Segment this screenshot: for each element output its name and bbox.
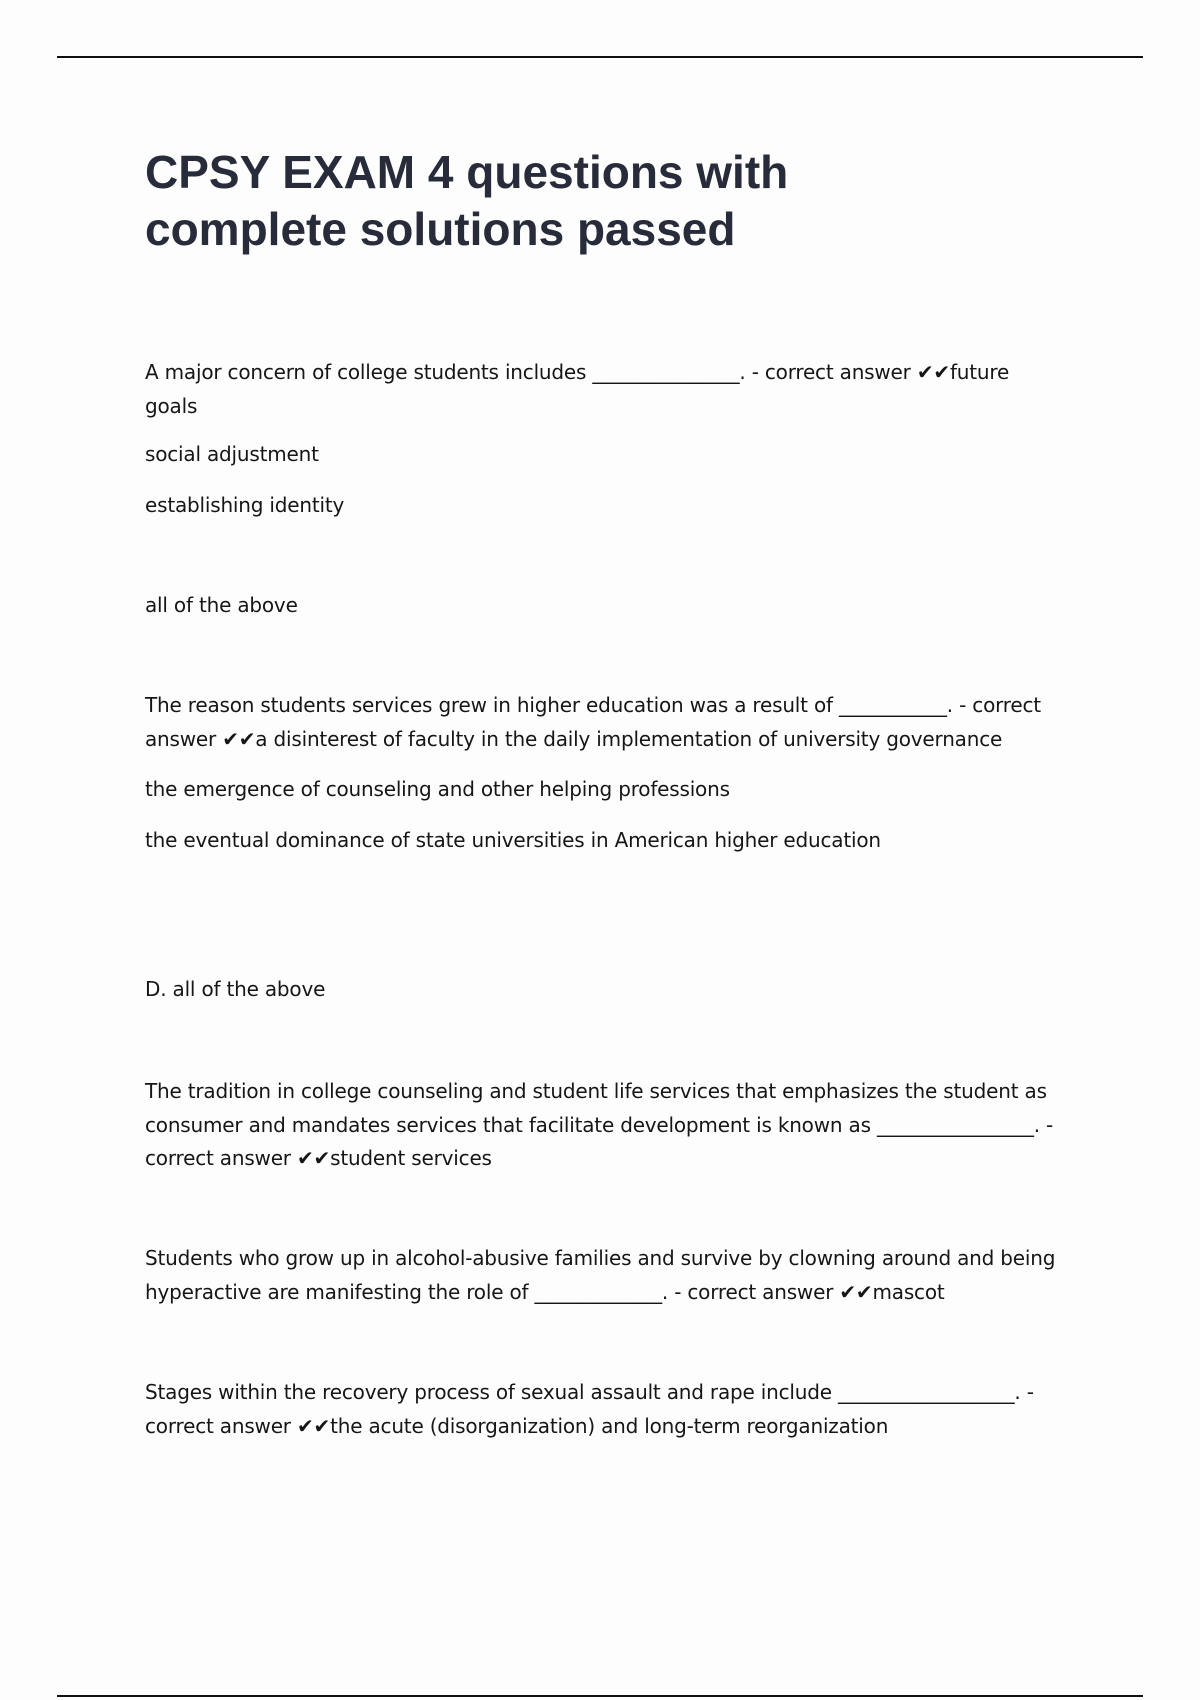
- title-line: complete solutions passed: [145, 203, 736, 255]
- title-line: CPSY EXAM 4 questions with: [145, 146, 789, 198]
- question-text: correct answer ✔✔student services: [145, 1146, 492, 1170]
- question-text: hyperactive are manifesting the role of _____________. - correct answer ✔✔mascot: [145, 1280, 945, 1304]
- page-title: [145, 144, 1045, 258]
- question-text: The reason students services grew in higher education was a result of ___________. - correct: [145, 693, 1041, 717]
- answer-option: the emergence of counseling and other helping professions: [145, 777, 730, 801]
- answer-option: social adjustment: [145, 442, 319, 466]
- answer-option: the eventual dominance of state universities in American higher education: [145, 828, 881, 852]
- question-text: correct answer ✔✔the acute (disorganization) and long-term reorganization: [145, 1414, 889, 1438]
- question-text: A major concern of college students includes _______________. - correct answer ✔✔future: [145, 360, 1010, 384]
- question-text: Students who grow up in alcohol-abusive families and survive by clowning around and being: [145, 1246, 1056, 1270]
- answer-option: establishing identity: [145, 493, 345, 517]
- header-rule: [57, 56, 1143, 58]
- question-text: goals: [145, 394, 198, 418]
- question-text: The tradition in college counseling and student life services that emphasizes the student as: [145, 1079, 1047, 1103]
- question-text: answer ✔✔a disinterest of faculty in the daily implementation of university governance: [145, 727, 1003, 751]
- footer-rule: [57, 1695, 1143, 1697]
- question-text: Stages within the recovery process of sexual assault and rape include __________________. -: [145, 1380, 1034, 1404]
- answer-option: D. all of the above: [145, 977, 326, 1001]
- question-text: consumer and mandates services that facilitate development is known as ________________. -: [145, 1113, 1054, 1137]
- answer-option: all of the above: [145, 593, 298, 617]
